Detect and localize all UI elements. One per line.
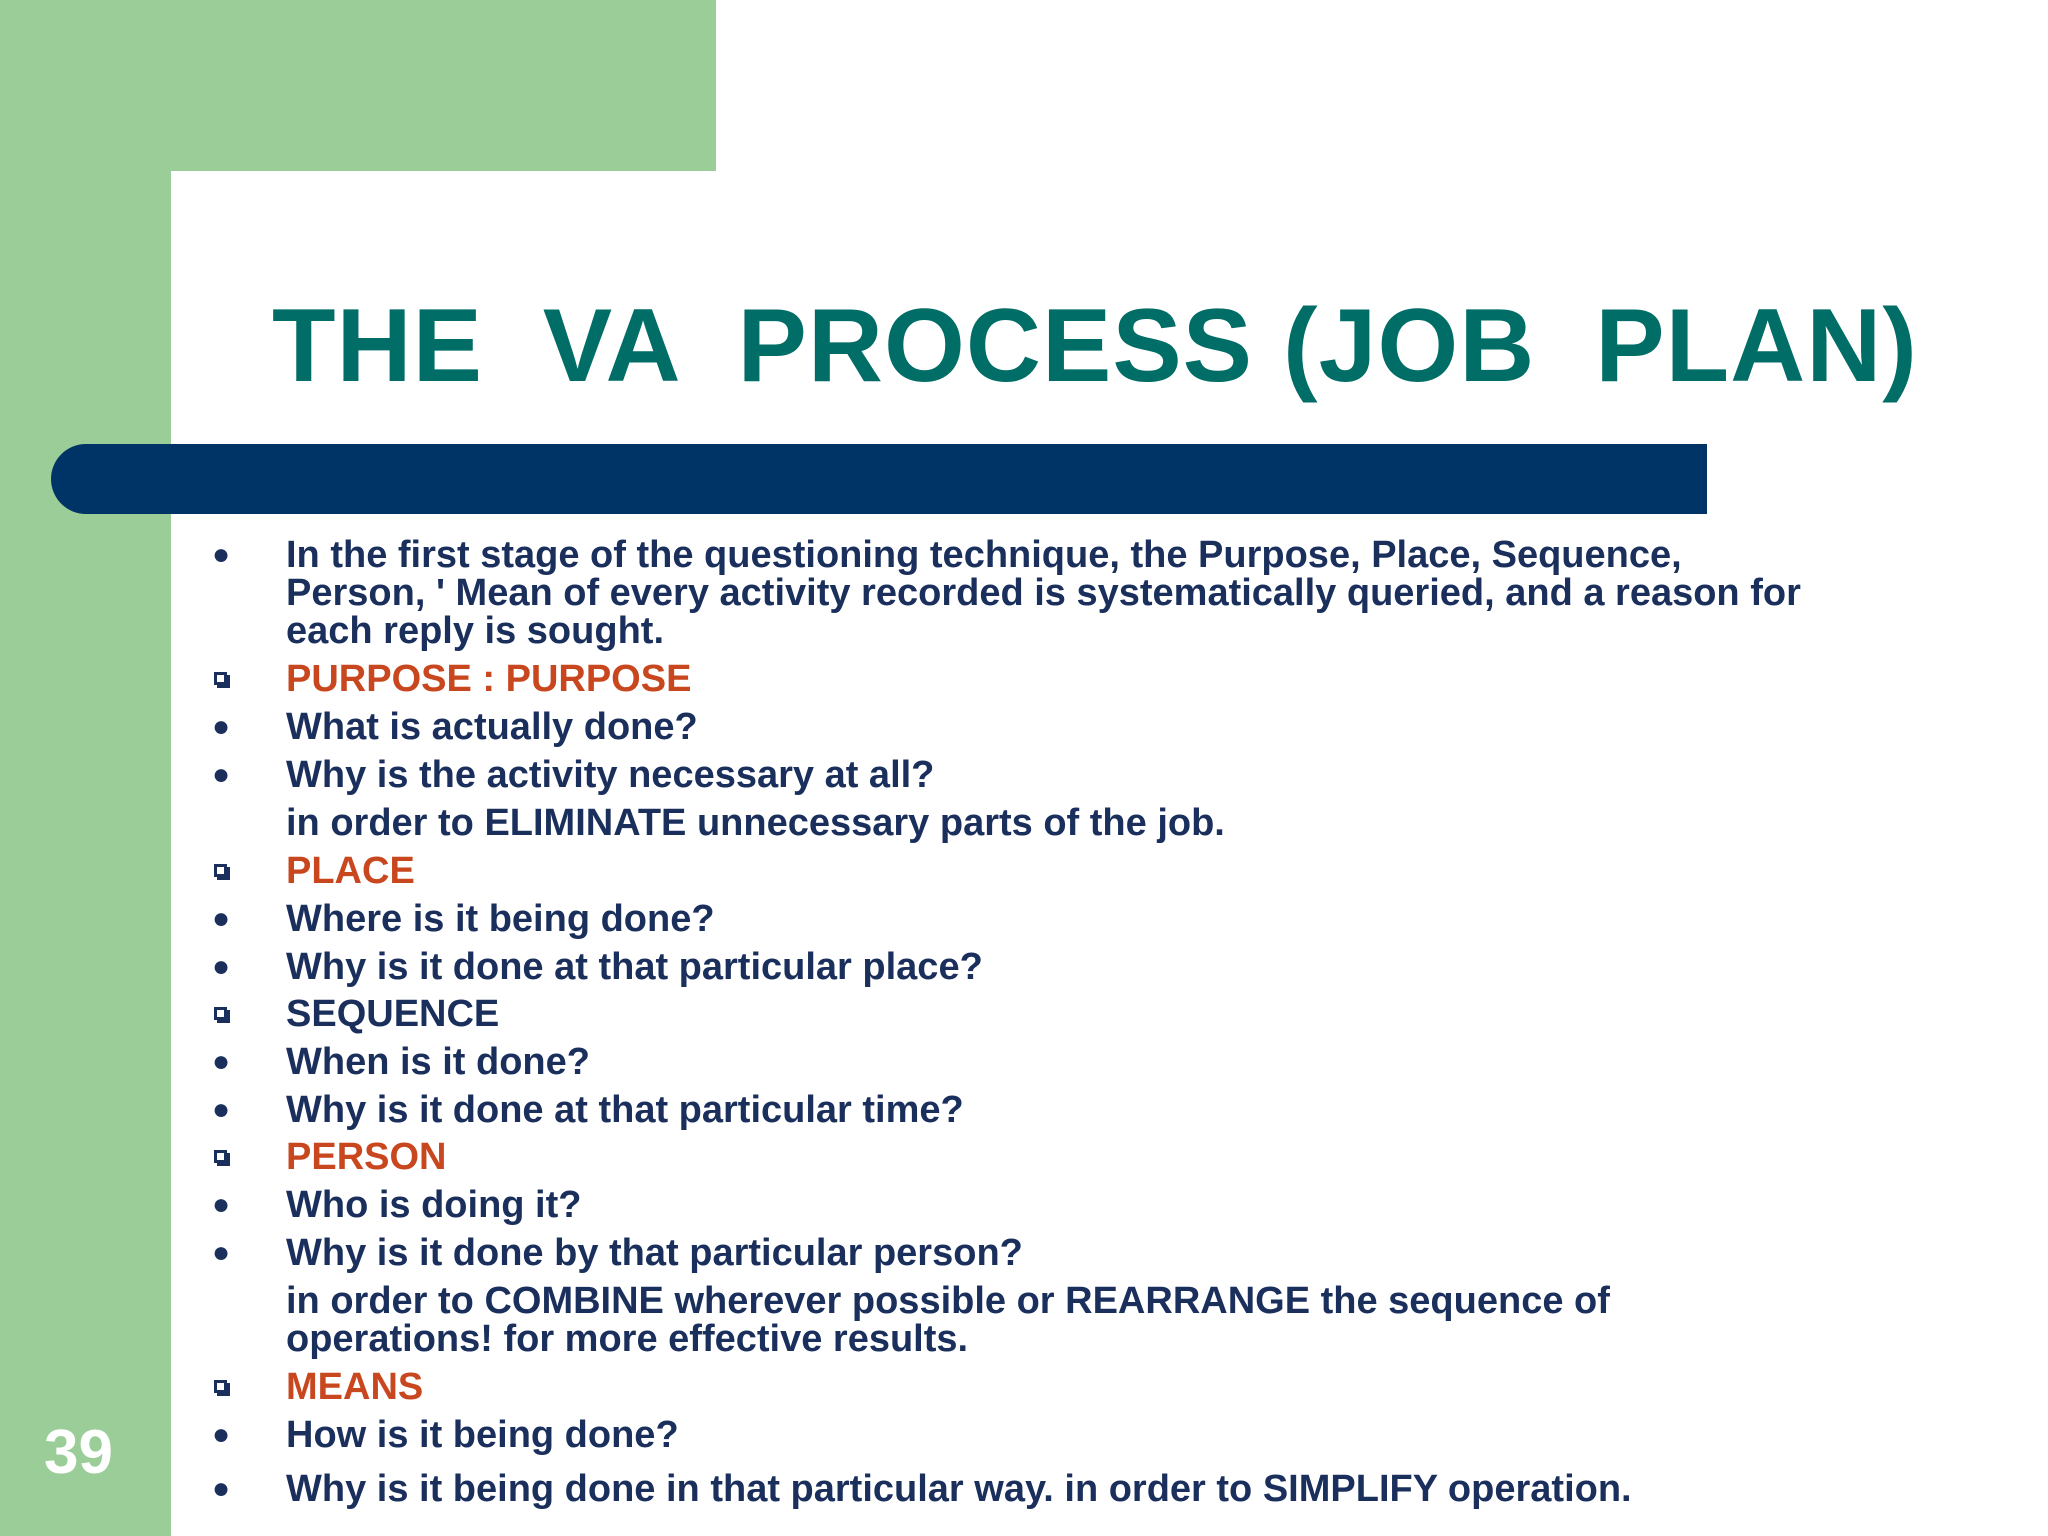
- checkbox-bullet-icon: [214, 1007, 227, 1020]
- section-heading: PERSON: [286, 1136, 447, 1178]
- list-item-text: What is actually done?: [286, 706, 698, 748]
- bullet-dot-icon: ●: [211, 950, 231, 983]
- slide-number: 39: [44, 1418, 113, 1487]
- list-item-text: Why is the activity necessary at all?: [286, 754, 935, 796]
- section-heading: SEQUENCE: [286, 993, 500, 1035]
- bullet-dot-icon: ●: [211, 710, 231, 743]
- section-heading: PURPOSE : PURPOSE: [286, 658, 692, 700]
- bullet-dot-icon: ●: [211, 1418, 231, 1451]
- list-item-text: in order to COMBINE wherever possible or REARRANGE the sequence of operations! for more effective results.: [286, 1280, 1610, 1360]
- bullet-dot-icon: ●: [211, 538, 231, 571]
- bullet-dot-icon: ●: [211, 902, 231, 935]
- bullet-dot-icon: ●: [211, 1045, 231, 1078]
- checkbox-bullet-icon: [214, 1380, 227, 1393]
- bullet-dot-icon: ●: [211, 1188, 231, 1221]
- list-item-text: How is it being done?: [286, 1414, 679, 1456]
- bullet-dot-icon: ●: [211, 1093, 231, 1126]
- bullet-dot-icon: ●: [211, 1236, 231, 1269]
- list-item-text: Why is it being done in that particular way. in order to SIMPLIFY operation.: [286, 1468, 1632, 1510]
- bullet-dot-icon: ●: [211, 758, 231, 791]
- list-item-text: In the first stage of the questioning technique, the Purpose, Place, Sequence, Person, ' Mean of every activity recorded is systematically queried, and a reason for each reply is sought.: [286, 534, 1801, 652]
- checkbox-bullet-icon: [214, 864, 227, 877]
- checkbox-bullet-icon: [214, 672, 227, 685]
- list-item-text: Who is doing it?: [286, 1184, 582, 1226]
- list-item-text: Why is it done at that particular time?: [286, 1089, 964, 1131]
- checkbox-bullet-icon: [214, 1150, 227, 1163]
- bullet-dot-icon: ●: [211, 1472, 231, 1505]
- section-heading: MEANS: [286, 1366, 424, 1408]
- section-heading: PLACE: [286, 850, 415, 892]
- list-item-text: Where is it being done?: [286, 898, 715, 940]
- list-item-text: Why is it done at that particular place?: [286, 946, 983, 988]
- list-item-text: When is it done?: [286, 1041, 590, 1083]
- list-item-text: in order to ELIMINATE unnecessary parts of the job.: [286, 802, 1225, 844]
- slide-title: THE VA PROCESS (JOB PLAN): [272, 288, 1918, 404]
- list-item-text: Why is it done by that particular person?: [286, 1232, 1023, 1274]
